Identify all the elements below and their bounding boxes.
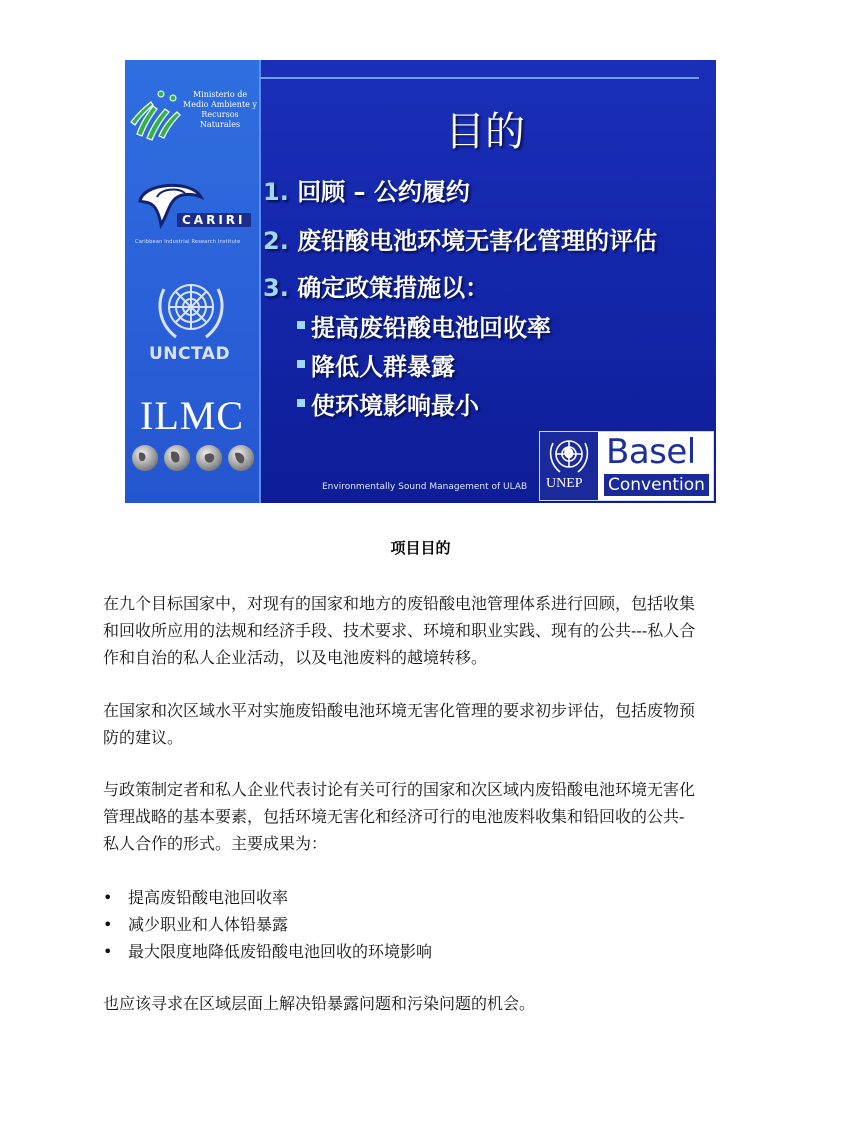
un-emblem-icon [152, 275, 230, 345]
point-text: 确定政策措施以： [297, 274, 490, 302]
text-line: 与政策制定者和私人企业代表讨论有关可行的国家和次区域内废铅酸电池环境无害化 [103, 780, 696, 799]
slide-footer: Environmentally Sound Management of ULAB [322, 482, 528, 492]
paragraph-2 [103, 697, 743, 751]
unep-emblem-icon [548, 435, 590, 475]
point-number: 2. [263, 227, 289, 255]
cariri-subtitle: Caribbean Industrial Research Institute [135, 239, 241, 245]
list-item-text: 提高废铅酸电池回收率 [128, 888, 289, 907]
slide-point-2 [263, 221, 657, 256]
slide-subpoint [297, 386, 479, 421]
square-bullet-icon [297, 360, 305, 368]
slide-subpoint [297, 308, 551, 343]
slide-title: 目的 [445, 109, 525, 155]
list-item-text: 减少职业和人体铅暴露 [128, 915, 289, 934]
list-item [103, 884, 432, 911]
square-bullet-icon [297, 399, 305, 407]
text-line: 防的建议。 [103, 728, 184, 747]
subpoint-text: 使环境影响最小 [311, 392, 479, 420]
list-item [103, 911, 432, 938]
globes-icon [131, 443, 257, 473]
unep-panel [540, 432, 598, 500]
ilmc-logo-text: ILMC [140, 393, 244, 438]
point-number: 3. [263, 274, 289, 302]
bullet-dot: • [103, 915, 113, 934]
basel-text: Basel [606, 432, 696, 472]
point-text: 废铅酸电池环境无害化管理的评估 [297, 227, 658, 255]
slide-subpoint [297, 347, 455, 382]
subpoint-text: 降低人群暴露 [311, 353, 455, 381]
point-text: 回顾 – 公约履约 [297, 178, 470, 206]
unep-text: UNEP [546, 476, 583, 491]
closing-paragraph: 也应该寻求在区域层面上解决铅暴露问题和污染问题的机会。 [103, 994, 536, 1013]
basel-convention-logo [539, 431, 714, 501]
unctad-logo-text: UNCTAD [149, 344, 231, 364]
cariri-logo-text: CARIRI [177, 213, 251, 227]
outcome-list [103, 884, 432, 965]
bullet-dot: • [103, 942, 113, 961]
text-line: 作和自治的私人企业活动，以及电池废料的越境转移。 [103, 648, 488, 667]
presentation-slide [125, 60, 716, 503]
text-line: 和回收所应用的法规和经济手段、技术要求、环境和职业实践、现有的公共---私人合 [103, 621, 696, 640]
ministerio-logo-icon [127, 84, 187, 146]
subpoint-text: 提高废铅酸电池回收率 [311, 314, 551, 342]
figure-caption: 项目目的 [390, 539, 451, 557]
ministerio-line: Recursos Naturales [199, 110, 241, 129]
ministerio-line: Medio Ambiente y [183, 100, 257, 109]
text-line: 在国家和次区域水平对实施废铅酸电池环境无害化管理的要求初步评估，包括废物预 [103, 701, 696, 720]
paragraph-1 [103, 590, 743, 671]
text-line: 管理战略的基本要素，包括环境无害化和经济可行的电池废料收集和铅回收的公共- [103, 807, 685, 826]
ministerio-line: Ministerio de [192, 90, 248, 99]
title-rule [259, 77, 699, 79]
square-bullet-icon [297, 321, 305, 329]
list-item-text: 最大限度地降低废铅酸电池回收的环境影响 [128, 942, 433, 961]
convention-text: Convention [604, 474, 709, 496]
slide-point-1 [263, 172, 470, 207]
text-line: 私人合作的形式。主要成果为： [103, 834, 328, 853]
list-item [103, 938, 432, 965]
point-number: 1. [263, 178, 289, 206]
ministerio-logo-text [182, 90, 258, 130]
text-line: 在九个目标国家中，对现有的国家和地方的废铅酸电池管理体系进行回顾，包括收集 [103, 594, 696, 613]
paragraph-3 [103, 776, 743, 857]
bullet-dot: • [103, 888, 113, 907]
slide-point-3 [263, 268, 489, 303]
slide-sidebar [125, 60, 261, 503]
